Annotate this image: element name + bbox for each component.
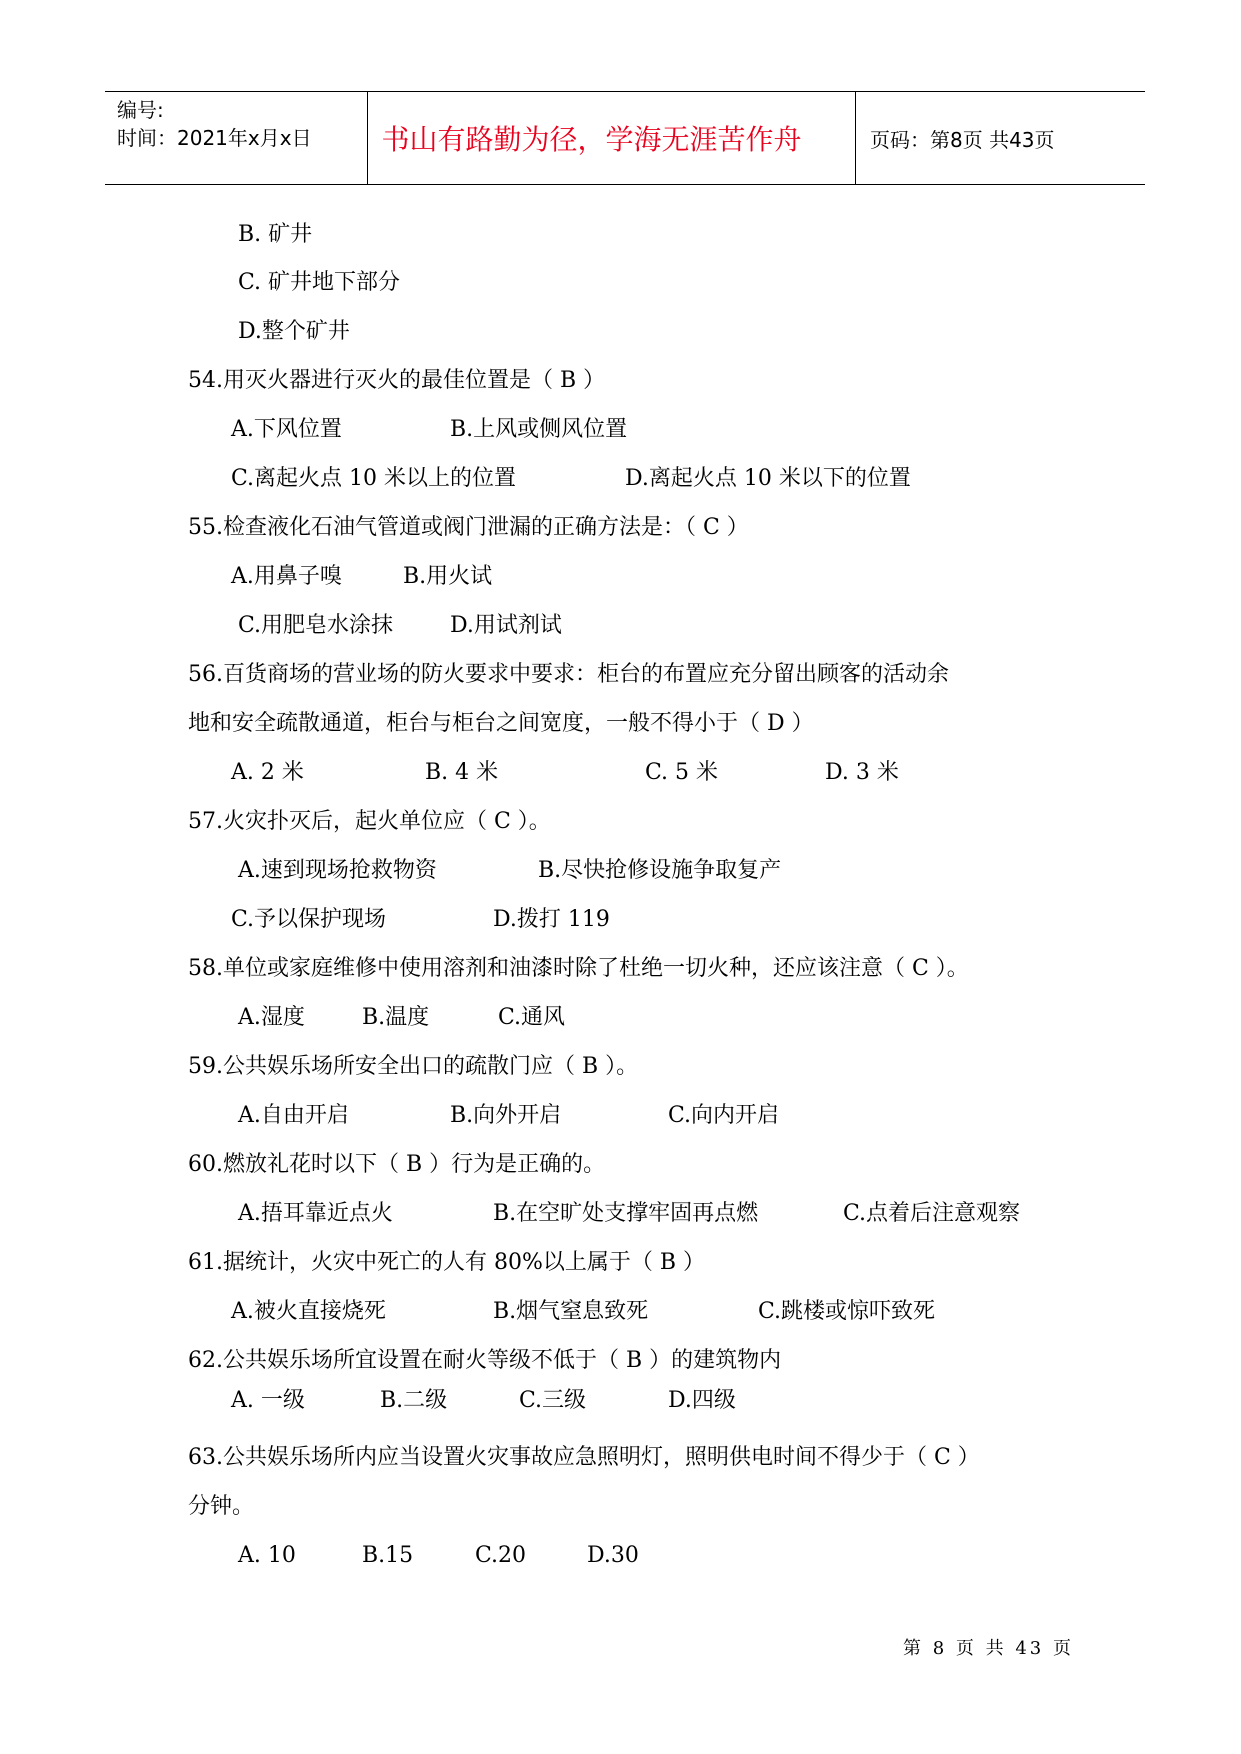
option-line: B.在空旷处支撑牢固再点燃	[493, 1201, 759, 1226]
option-line: C.跳楼或惊吓致死	[758, 1299, 936, 1324]
option-line: A.自由开启	[238, 1103, 349, 1128]
option-line: B.15	[362, 1543, 414, 1568]
option-line: C.用肥皂水涂抹	[238, 613, 394, 638]
option-line: C. 5 米	[645, 760, 719, 785]
header-motto: 书山有路勤为径，学海无涯苦作舟	[381, 123, 802, 156]
page-footer: 第 8 页 共 43 页	[903, 1638, 1074, 1659]
question-line: 54.用灭火器进行灭火的最佳位置是（ B ）	[188, 368, 606, 393]
option-line: B.烟气窒息致死	[493, 1299, 649, 1324]
option-line: A. 2 米	[231, 760, 304, 785]
option-line: A.下风位置	[231, 417, 342, 442]
option-line: D.四级	[668, 1388, 736, 1413]
option-line: C. 矿井地下部分	[238, 270, 401, 295]
option-line: C.予以保护现场	[231, 907, 387, 932]
question-line: 57.火灾扑灭后，起火单位应（ C ）。	[188, 809, 551, 834]
option-line: C.20	[475, 1543, 527, 1568]
option-line: B. 矿井	[238, 222, 313, 247]
header-divider	[855, 92, 856, 184]
question-line: 63.公共娱乐场所内应当设置火灾事故应急照明灯，照明供电时间不得少于（ C ）	[188, 1445, 980, 1470]
option-line: C.离起火点 10 米以上的位置	[231, 466, 517, 491]
option-line: B.尽快抢修设施争取复产	[538, 858, 782, 883]
option-line: B. 4 米	[425, 760, 499, 785]
option-line: A.湿度	[238, 1005, 305, 1030]
option-line: C.三级	[519, 1388, 587, 1413]
question-line: 分钟。	[188, 1494, 255, 1519]
question-line: 59.公共娱乐场所安全出口的疏散门应（ B ）。	[188, 1054, 639, 1079]
question-line: 58.单位或家庭维修中使用溶剂和油漆时除了杜绝一切火种，还应该注意（ C ）。	[188, 956, 969, 981]
question-line: 62.公共娱乐场所宜设置在耐火等级不低于（ B ）的建筑物内	[188, 1348, 782, 1373]
option-line: C.点着后注意观察	[843, 1201, 1021, 1226]
question-line: 60.燃放礼花时以下（ B ）行为是正确的。	[188, 1152, 606, 1177]
header-page-info: 页码：第8页 共43页	[870, 127, 1055, 152]
option-line: A. 一级	[231, 1388, 305, 1413]
option-line: B.上风或侧风位置	[450, 417, 628, 442]
option-line: B.温度	[362, 1005, 430, 1030]
option-line: D.拨打 119	[493, 907, 610, 932]
header-time-label: 时间：2021年x月x日	[117, 126, 312, 150]
header-divider	[367, 92, 368, 184]
page-header	[105, 91, 1145, 185]
option-line: D. 3 米	[825, 760, 899, 785]
question-line: 61.据统计，火灾中死亡的人有 80%以上属于（ B ）	[188, 1250, 706, 1275]
option-line: B.用火试	[403, 564, 493, 589]
question-line: 56.百货商场的营业场的防火要求中要求：柜台的布置应充分留出顾客的活动余	[188, 662, 949, 687]
option-line: A. 10	[238, 1543, 296, 1568]
option-line: D.离起火点 10 米以下的位置	[625, 466, 911, 491]
option-line: A.被火直接烧死	[231, 1299, 386, 1324]
option-line: B.向外开启	[450, 1103, 562, 1128]
option-line: D.30	[587, 1543, 639, 1568]
option-line: A.用鼻子嗅	[231, 564, 342, 589]
option-line: B.二级	[380, 1388, 448, 1413]
header-number-label: 编号:	[117, 98, 164, 122]
option-line: A.速到现场抢救物资	[238, 858, 437, 883]
option-line: C.向内开启	[668, 1103, 780, 1128]
header-meta	[117, 96, 312, 152]
option-line: C.通风	[498, 1005, 566, 1030]
option-line: D.用试剂试	[450, 613, 562, 638]
question-line: 地和安全疏散通道，柜台与柜台之间宽度，一般不得小于（ D ）	[188, 711, 814, 736]
question-line: 55.检查液化石油气管道或阀门泄漏的正确方法是：（ C ）	[188, 515, 749, 540]
option-line: A.捂耳靠近点火	[238, 1201, 393, 1226]
option-line: D.整个矿井	[238, 319, 350, 344]
